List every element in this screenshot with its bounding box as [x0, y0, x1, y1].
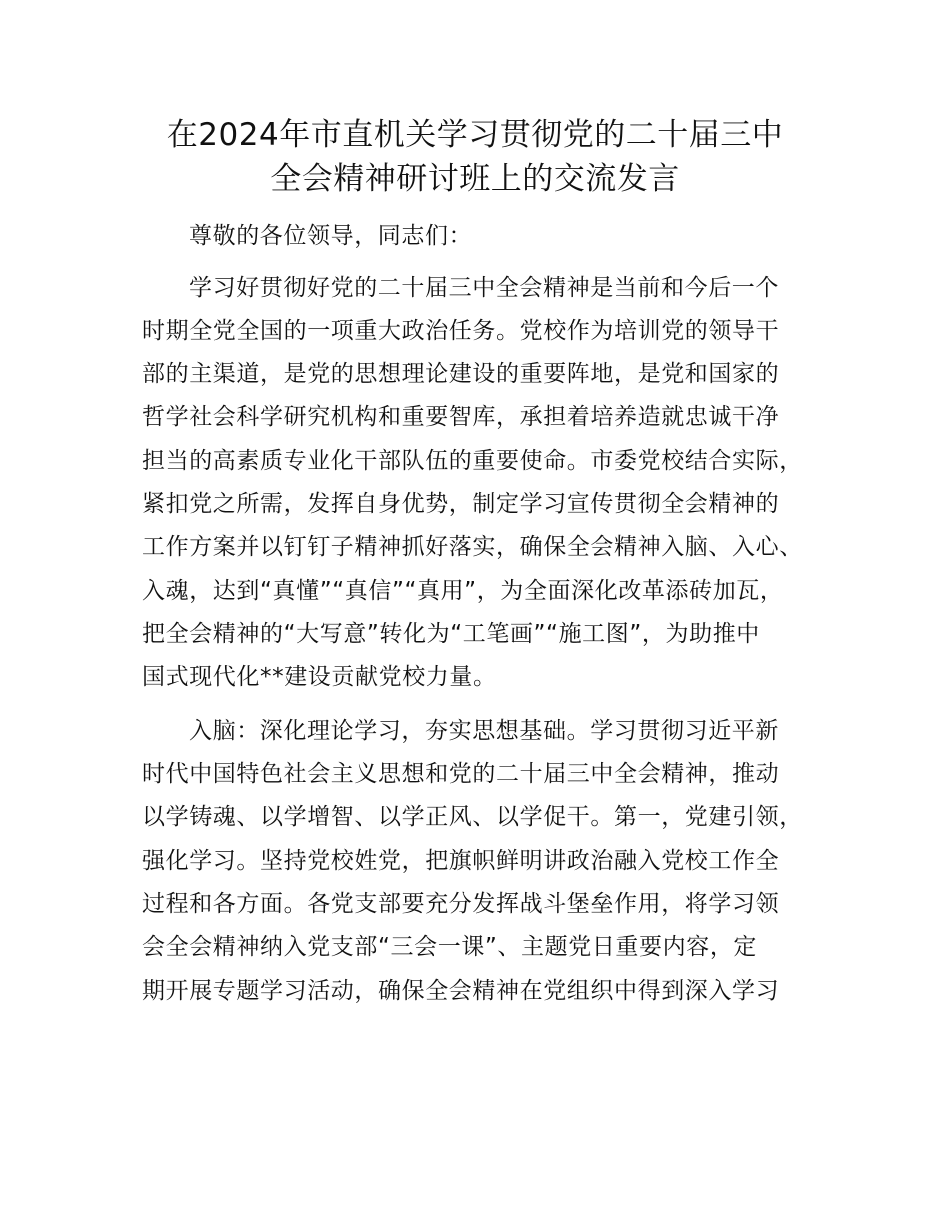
paragraph-2-line: 会全会精神纳入党支部“三会一课”、主题党日重要内容，定 [142, 934, 758, 960]
paragraph-1-line: 哲学社会科学研究机构和重要智库，承担着培养造就忠诚干净 [142, 404, 780, 430]
paragraph-2-line: 强化学习。坚持党校姓党，把旗帜鲜明讲政治融入党校工作全 [142, 848, 780, 874]
paragraph-2-line: 期开展专题学习活动，确保全会精神在党组织中得到深入学习 [142, 978, 780, 1004]
paragraph-2-line: 过程和各方面。各党支部要充分发挥战斗堡垒作用，将学习领 [142, 891, 780, 917]
paragraph-1-line: 入魂，达到“真懂”“真信”“真用”，为全面深化改革添砖加瓦， [142, 578, 784, 604]
paragraph-1-line: 紧扣党之所需，发挥自身优势，制定学习宣传贯彻全会精神的 [142, 491, 780, 517]
paragraph-2-line: 以学铸魂、以学增智、以学正风、以学促干。第一，党建引领， [142, 804, 803, 830]
paragraph-1-line: 部的主渠道，是党的思想理论建设的重要阵地，是党和国家的 [142, 361, 780, 387]
paragraph-1-line: 时期全党全国的一项重大政治任务。党校作为培训党的领导干 [142, 318, 780, 344]
paragraph-1-line: 学习好贯彻好党的二十届三中全会精神是当前和今后一个 [189, 275, 779, 301]
paragraph-1-line: 担当的高素质专业化干部队伍的重要使命。市委党校结合实际， [142, 448, 803, 474]
paragraph-1-line: 国式现代化**建设贡献党校力量。 [142, 664, 497, 690]
document-title-line-1: 在2024年市直机关学习贯彻党的二十届三中 [166, 117, 784, 153]
document-title-line-2: 全会精神研讨班上的交流发言 [270, 161, 680, 197]
paragraph-2-line: 时代中国特色社会主义思想和党的二十届三中全会精神，推动 [142, 761, 780, 787]
paragraph-1-line: 工作方案并以钉钉子精神抓好落实，确保全会精神入脑、入心、 [142, 534, 803, 560]
paragraph-1-line: 把全会精神的“大写意”转化为“工笔画”“施工图”，为助推中 [142, 621, 760, 647]
salutation: 尊敬的各位领导，同志们： [189, 223, 473, 249]
paragraph-2-line: 入脑：深化理论学习，夯实思想基础。学习贯彻习近平新 [189, 718, 779, 744]
